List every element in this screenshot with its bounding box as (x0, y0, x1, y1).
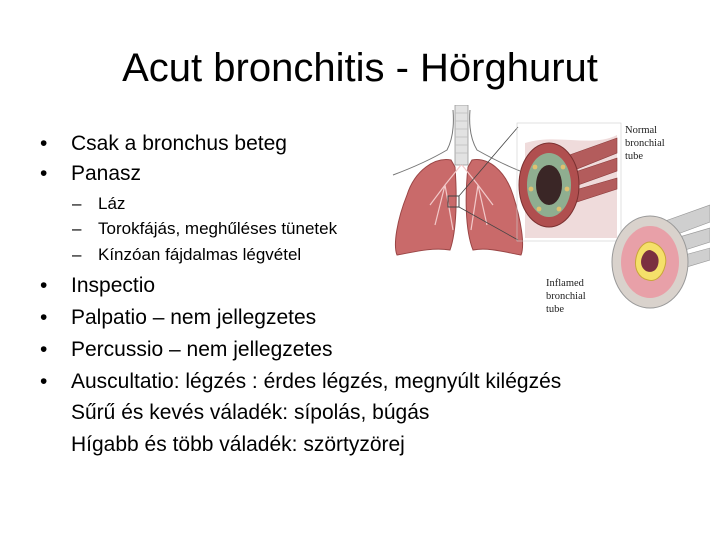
continuation-line: Sűrű és kevés váladék: sípolás, búgás (71, 401, 430, 424)
slide-title: Acut bronchitis - Hörghurut (122, 46, 598, 90)
bullet-marker: • (40, 370, 48, 393)
normal-label-line: Normal (625, 125, 658, 136)
bullet-text: Palpatio – nem jellegzetes (71, 306, 317, 329)
normal-label-line: tube (625, 151, 644, 162)
sub-bullet-marker: – (72, 194, 82, 213)
bullet-marker: • (40, 338, 48, 361)
bullet-text: Csak a bronchus beteg (71, 132, 287, 155)
inflamed-label-line: tube (546, 304, 565, 315)
sub-bullet-text: Láz (98, 194, 126, 213)
inflamed-label-line: bronchial (546, 291, 586, 302)
bullet-marker: • (40, 306, 48, 329)
inflamed-label-line: Inflamed (546, 278, 584, 289)
bullet-text: Percussio – nem jellegzetes (71, 338, 333, 361)
sub-bullet-marker: – (72, 219, 82, 238)
bullet-text: Inspectio (71, 274, 156, 297)
bullet-marker: • (40, 274, 48, 297)
bullet-marker: • (40, 132, 48, 155)
sub-bullet-marker: – (72, 245, 82, 264)
normal-label-line: bronchial (625, 138, 665, 149)
bullet-text: Panasz (71, 162, 142, 185)
bullet-marker: • (40, 162, 48, 185)
bronchi-illustration (385, 105, 710, 320)
continuation-line: Hígabb és több váladék: szörtyzörej (71, 433, 405, 456)
bullet-text: Auscultatio: légzés : érdes légzés, megnyúlt kilégzés (71, 370, 562, 393)
sub-bullet-text: Torokfájás, meghűléses tünetek (98, 219, 338, 238)
sub-bullet-text: Kínzóan fájdalmas légvétel (98, 245, 302, 264)
